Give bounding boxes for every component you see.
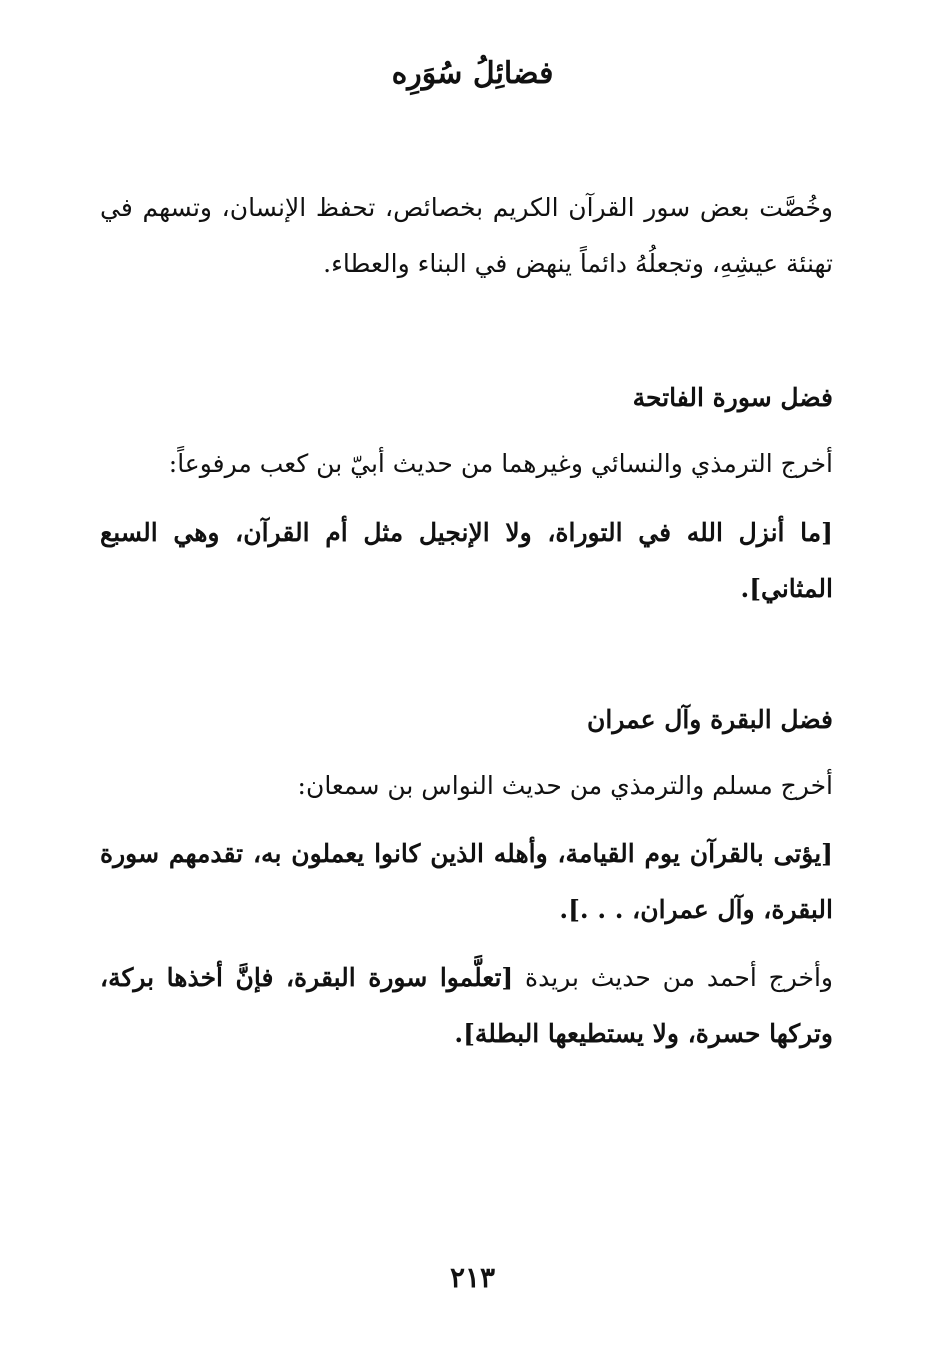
fatiha-hadith-quote: [ما أنزل الله في التوراة، ولا الإنجيل مثل أم القرآن، وهي السبع المثاني]. [100,518,833,603]
intro-paragraph: وخُصَّت بعض سور القرآن الكريم بخصائص، تحفظ الإنسان، وتسهم في تهنئة عيشِهِ، وتجعلُهُ دائماً ينهض في البناء والعطاء. [100,193,833,278]
fatiha-lead-paragraph: أخرج الترمذي والنسائي وغيرهما من حديث أبيّ بن كعب مرفوعاً: [168,449,833,478]
section-heading-fatiha: فضل سورة الفاتحة [632,383,833,412]
section-heading-baqara: فضل البقرة وآل عمران [587,705,833,734]
ahmad-lead-text: وأخرج أحمد من حديث بريدة [513,963,833,992]
page-title: فضائِلُ سُوَرِه [391,56,554,91]
baqara-lead-paragraph: أخرج مسلم والترمذي من حديث النواس بن سمعان: [297,771,833,800]
page-number: ٢١٣ [449,1261,496,1294]
ahmad-paragraph [100,950,833,1062]
baqara-hadith-quote: [يؤتى بالقرآن يوم القيامة، وأهله الذين كانوا يعملون به، تقدمهم سورة البقرة، وآل عمران، . . .]. [100,839,833,924]
ahmad-hadith-quote: [تعلَّموا سورة البقرة، فإنَّ أخذها بركة، وتركها حسرة، ولا يستطيعها البطلة]. [100,963,833,1048]
